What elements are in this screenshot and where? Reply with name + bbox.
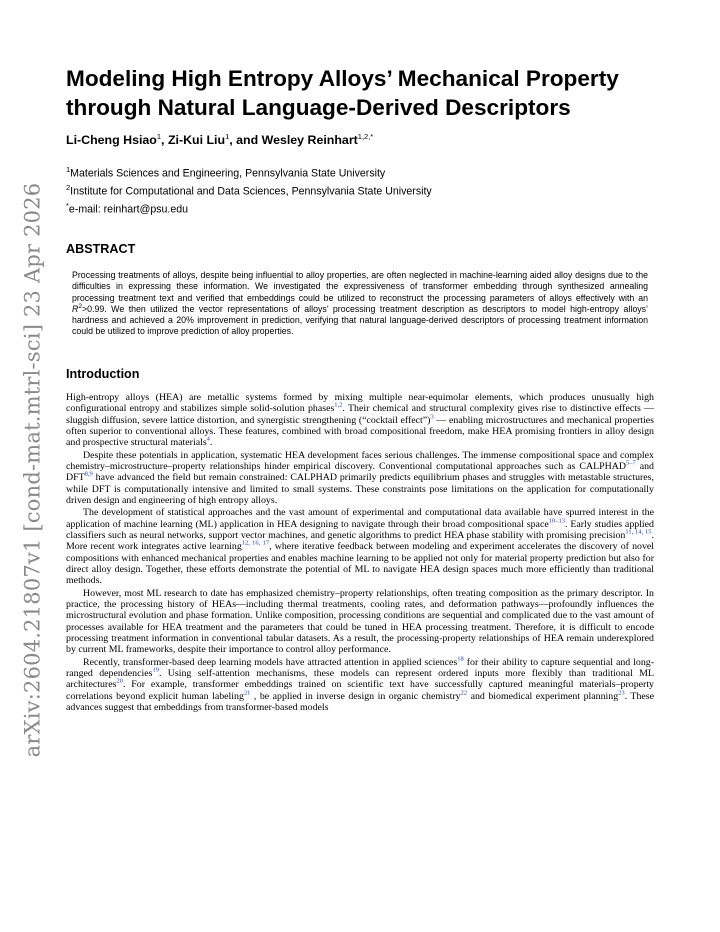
- text-run: The development of statistical approaches and the vast amount of experimental and computational data available have spurred interest in the application of machine learning (ML) application in HEA designing to navigate through their broad compositional space: [66, 507, 654, 530]
- text-run: Recently, transformer-based deep learning models have attracted attention in applied sciences: [83, 656, 458, 668]
- text-run: . For example, transformer embeddings trained on scientific text have successfully captured meaningful materials–property correlations beyond explicit human labeling: [66, 679, 654, 702]
- paragraph: [66, 507, 654, 586]
- author-name: Wesley Reinhart: [261, 133, 358, 148]
- abstract-text: [72, 270, 648, 337]
- author-name: Li-Cheng Hsiao: [66, 133, 157, 148]
- author-affiliation-mark: 1,2,*: [357, 132, 374, 141]
- author-list: [66, 132, 654, 147]
- arxiv-identifier: arXiv:2604.21807v1 [cond-mat.mtrl-sci] 23 Apr 2026: [20, 182, 44, 758]
- citation-link[interactable]: 23: [618, 689, 625, 697]
- text-run: . Their chemical and structural complexity gives rise to distinctive effects — sluggish diffusion, severe lattice distortion, and synergistic strengthening (“cocktail effect”): [66, 403, 654, 426]
- text-run: . More recent work integrates active learning: [66, 530, 654, 553]
- text-run: . Early studies applied classifiers such as neural networks, support vector machines, and genetic algorithms to predict HEA phase stability with promising precision: [66, 518, 654, 542]
- paragraph: [66, 588, 654, 656]
- author-separator: , and: [229, 133, 262, 148]
- email-text: e-mail: reinhart@psu.edu: [68, 203, 189, 216]
- text-run: Despite these potentials in application, systematic HEA development faces serious challenges. The immense compositional space and complex chemistry–microstructure–property relationships hinder empirical discovery. Conventional computational approaches such as CALPHAD: [66, 449, 654, 472]
- citation-link[interactable]: 19: [152, 666, 159, 674]
- paper-page: [66, 64, 654, 714]
- affiliation-mark: *: [66, 200, 69, 210]
- citation-link[interactable]: 5–7: [626, 459, 636, 467]
- citation-link[interactable]: 4: [206, 435, 210, 443]
- author-affiliation-mark: 1: [225, 132, 230, 141]
- text-run: . Using self-attention mechanisms, these models can represent ordered inputs more flexibly than traditional ML architectures: [66, 668, 654, 691]
- citation-link[interactable]: 12, 16, 17: [241, 540, 270, 548]
- citation-link[interactable]: 20: [116, 678, 123, 686]
- text-run: High-entropy alloys (HEA) are metallic systems formed by mixing multiple near-equimolar elements, which produces unusually high configurational entropy and stabilizes simple solid-solution phases: [66, 391, 654, 415]
- abstract-part: Processing treatments of alloys, despite being influential to alloy properties, are often neglected in machine-learning aided alloy designs due to the difficulties in expressing these information. We investigated the expressiveness of transformer embedding through synthesized annealing processing treatment text and verified that embeddings could be utilized to reconstruct the processing parameters of alloys effectively with an: [72, 270, 648, 303]
- text-run: and DFT: [66, 460, 654, 484]
- text-run: have advanced the field but remain constrained: CALPHAD primarily predicts equilibrium phases and struggles with metastable structures, while DFT is computationally intensive and limited to small systems. These constraints pose limitations on the application for computationally driven design and engineering of high entropy alloys.: [66, 472, 654, 506]
- text-run: — enabling microstructures and mechanical properties often superior to conventional alloys. These features, combined with broad compositional freedom, make HEA promising frontiers in alloy design and prospective structural materials: [66, 414, 654, 449]
- paragraph: [66, 450, 654, 507]
- author-separator: ,: [161, 133, 168, 148]
- abstract-math: R: [72, 303, 79, 314]
- citation-link[interactable]: 10–13: [548, 517, 565, 525]
- text-run: , where iterative feedback between modeling and experiment accelerates the discovery of novel compositions with enhanced mechanical properties and enables machine learning to be applied not only for material property prediction but also for direct alloy design. Together, these efforts demonstrate the potential of ML to navigate HEA design spaces much more efficiently than traditional methods.: [66, 541, 655, 587]
- affiliations: [66, 163, 654, 216]
- email-line: [66, 199, 654, 217]
- introduction-body: [66, 392, 654, 714]
- citation-link[interactable]: 21: [243, 689, 251, 697]
- citation-link[interactable]: 8,9: [84, 471, 93, 478]
- paragraph: [66, 392, 654, 449]
- citation-link[interactable]: 11, 14, 15: [625, 528, 652, 536]
- author-name: Zi-Kui Liu: [167, 133, 226, 148]
- citation-link[interactable]: 18: [457, 655, 464, 663]
- text-run: . These advances suggest that embeddings from transformer-based models: [66, 690, 655, 714]
- arxiv-sidebar: [10, 150, 54, 790]
- affiliation-line: [66, 181, 654, 199]
- citation-link[interactable]: 3: [430, 413, 434, 421]
- affiliation-mark: 2: [66, 182, 71, 192]
- citation-link[interactable]: 22: [460, 689, 468, 697]
- paragraph: [66, 657, 654, 714]
- author-affiliation-mark: 1: [156, 132, 162, 141]
- citation-link[interactable]: 1,2: [334, 401, 343, 409]
- affiliation-text: Materials Sciences and Engineering, Pennsylvania State University: [70, 167, 386, 180]
- text-run: and biomedical experiment planning: [467, 690, 619, 702]
- affiliation-mark: 1: [66, 165, 71, 175]
- text-run: , be applied in inverse design in organic chemistry: [250, 690, 461, 702]
- text-run: for their ability to capture sequential and long-ranged dependencies: [66, 656, 654, 680]
- abstract-math-sup: 2: [78, 302, 82, 310]
- text-run: However, most ML research to date has emphasized chemistry–property relationships, often treating composition as the primary descriptor. In practice, the processing history of HEAs—including thermal treatments, cooling rates, and deformation pathways—profoundly influences the microstructural evolution and phase formation. Unlike composition, processing conditions are sequential and complicated due to the vast amount of processes available for HEA treatment and the parameters that could be tuned in HEA processing treatment. Therefore, it is difficult to encode processing treatment information in conventional tabular datasets. As a result, the processing-property relationships of HEA remain underexplored by current ML frameworks, despite their importance to control alloy performance.: [66, 587, 654, 656]
- abstract-heading: ABSTRACT: [66, 242, 136, 257]
- affiliation-text: Institute for Computational and Data Sciences, Pennsylvania State University: [70, 185, 432, 198]
- introduction-heading: Introduction: [66, 366, 140, 381]
- abstract-part: >0.99. We then utilized the vector representations of alloys’ processing treatment description as descriptors to model high-entropy alloys’ hardness and achieved a 20% improvement in prediction, verifying that natural language-derived descriptors of processing treatment information could be utilized to improve prediction of alloy properties.: [72, 303, 648, 336]
- affiliation-line: [66, 163, 654, 181]
- paper-title: Modeling High Entropy Alloys’ Mechanical Property through Natural Language-Derived Descriptors: [66, 66, 619, 120]
- text-run: .: [209, 437, 213, 449]
